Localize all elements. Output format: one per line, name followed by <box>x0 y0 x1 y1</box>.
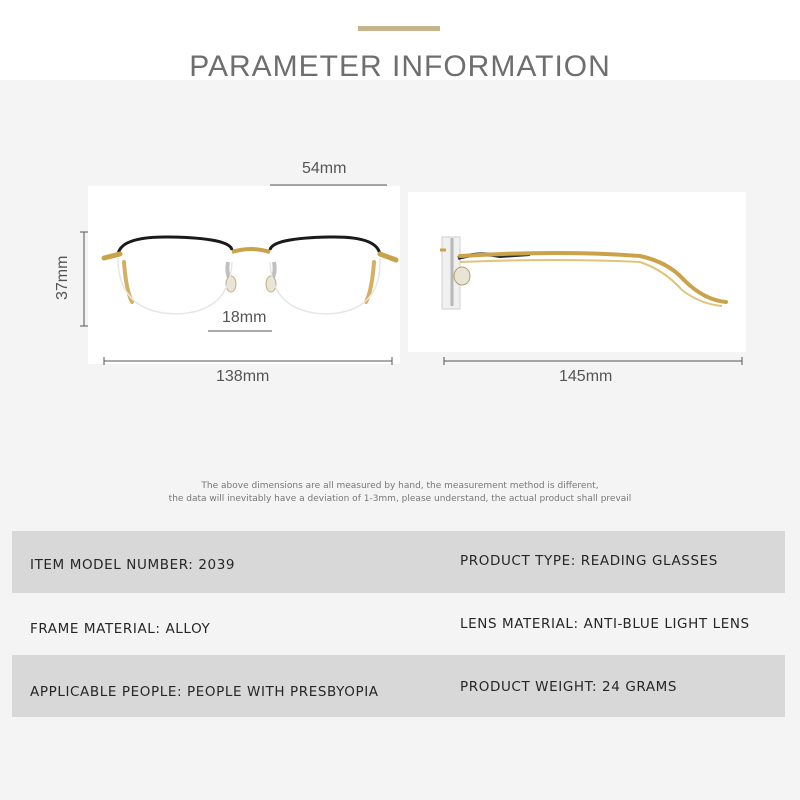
lens-width-label: 54mm <box>302 160 347 177</box>
frame-width-label: 138mm <box>216 368 270 385</box>
product-type-spec: PRODUCT TYPE: READING GLASSES <box>460 553 718 569</box>
side-glasses-icon <box>440 237 726 309</box>
lens-material-spec: LENS MATERIAL: ANTI-BLUE LIGHT LENS <box>460 616 750 632</box>
applicable-people-spec: APPLICABLE PEOPLE: PEOPLE WITH PRESBYOPIA <box>30 684 379 700</box>
frame-material-spec: FRAME MATERIAL: ALLOY <box>30 621 211 637</box>
temple-length-label: 145mm <box>559 368 613 385</box>
front-glasses-icon <box>104 237 396 314</box>
lens-height-label: 37mm <box>54 255 71 300</box>
item-model-spec: ITEM MODEL NUMBER: 2039 <box>30 557 236 573</box>
bridge-width-label: 18mm <box>222 309 267 326</box>
disclaimer-line-2: the data will inevitably have a deviation of 1-3mm, please understand, the actual product shall prevail <box>168 494 632 504</box>
page-title: PARAMETER INFORMATION <box>189 50 611 83</box>
product-weight-spec: PRODUCT WEIGHT: 24 GRAMS <box>460 679 678 695</box>
measurement-lines <box>80 185 742 365</box>
disclaimer-line-1: The above dimensions are all measured by hand, the measurement method is different, <box>201 481 599 491</box>
